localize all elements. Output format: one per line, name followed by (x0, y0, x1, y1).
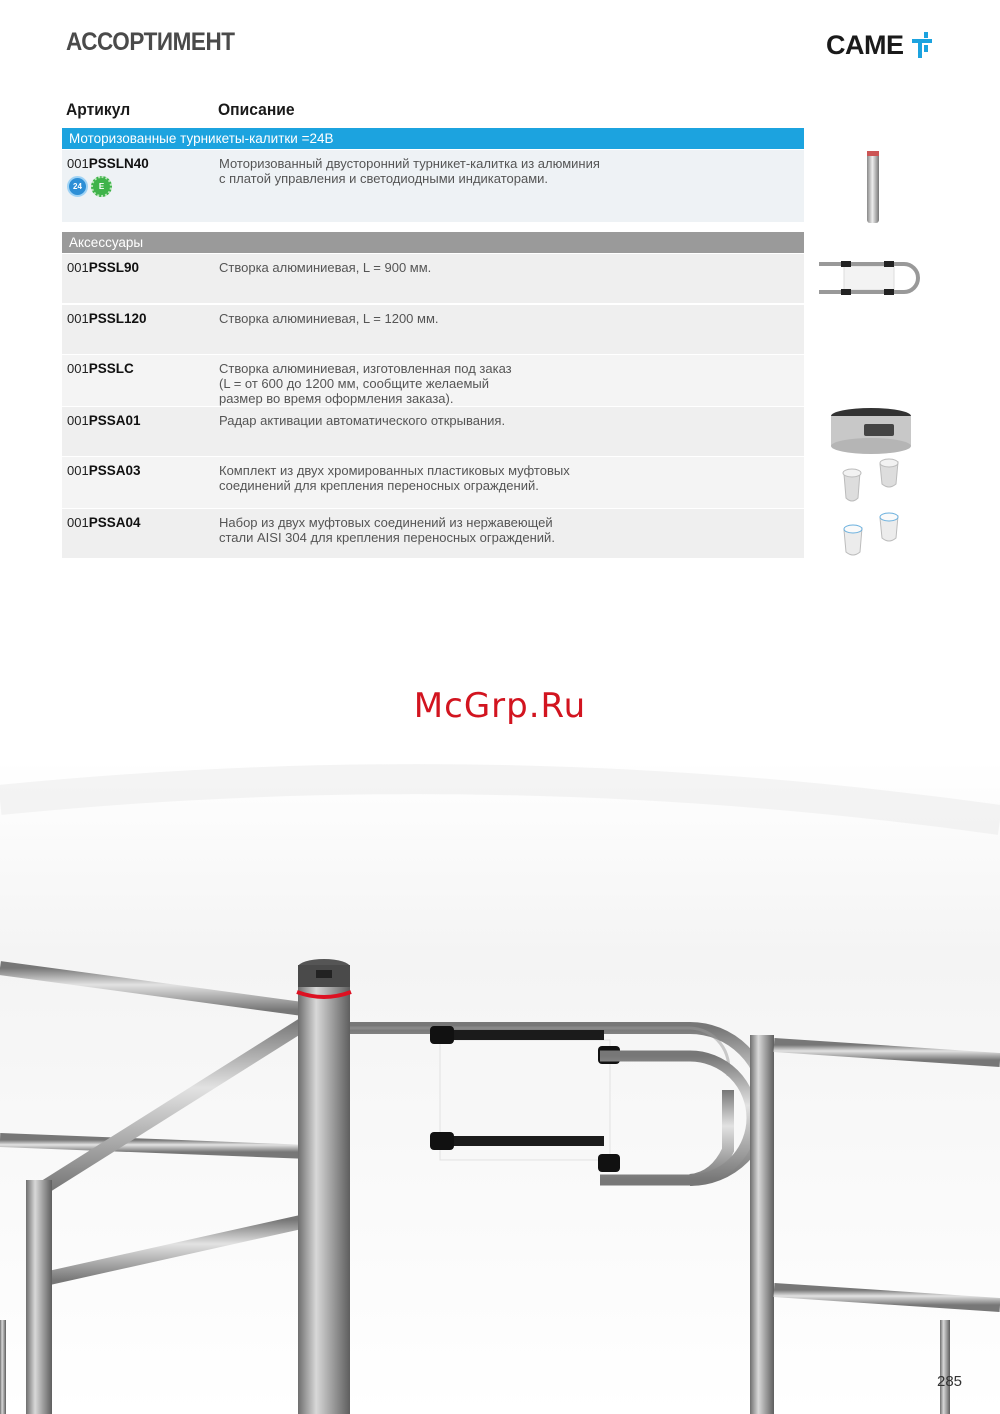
article-code: 001PSSL90 (67, 260, 139, 275)
radar-sensor-image (828, 406, 914, 456)
brand-mark-icon (910, 32, 934, 60)
article-code: 001PSSA03 (67, 463, 141, 478)
page-title: АССОРТИМЕНТ (66, 28, 235, 56)
article-code: 001PSSL120 (67, 311, 147, 326)
article-code: 001PSSLN40 (67, 156, 149, 171)
accessory-row (62, 457, 804, 508)
column-header-article: Артикул (66, 100, 131, 119)
page-number: 285 (937, 1373, 963, 1390)
section-header-motorized: Моторизованные турникеты-калитки =24В (62, 128, 804, 149)
accessory-row (62, 254, 804, 303)
steel-coupling-image (836, 510, 906, 558)
energy-saving-badge-icon: E (91, 176, 112, 197)
brand-logo (826, 30, 934, 61)
accessory-description: Комплект из двух хромированных пластиковых муфтовых соединений для крепления переносных ограждений. (219, 463, 570, 493)
watermark: McGrp.Ru (413, 686, 587, 726)
accessory-description: Радар активации автоматического открывания. (219, 413, 506, 428)
product-row (62, 150, 804, 222)
column-header-description: Описание (218, 100, 295, 119)
brand-name: CAME (826, 30, 904, 60)
article-code: 001PSSA04 (67, 515, 141, 530)
accessory-row (62, 305, 804, 354)
accessory-description: Створка алюминиевая, L = 900 мм. (219, 260, 432, 275)
turnstile-scene-image (0, 760, 1000, 1414)
accessory-description: Створка алюминиевая, изготовленная под заказ (L = от 600 до 1200 мм, сообщите желаемый размер во время оформления заказа). (219, 361, 512, 406)
article-code: 001PSSA01 (67, 413, 141, 428)
product-description: Моторизованный двусторонний турникет-калитка из алюминия с платой управления и светодиодными индикаторами. (219, 156, 600, 186)
article-code: 001PSSLC (67, 361, 134, 376)
accessory-description: Набор из двух муфтовых соединений из нержавеющей стали AISI 304 для крепления переносных ограждений. (219, 515, 555, 545)
badges (67, 176, 112, 197)
section-header-accessories: Аксессуары (62, 232, 804, 253)
accessory-row (62, 509, 804, 558)
turnstile-post-image (858, 148, 888, 226)
voltage-24-badge-icon: 24 (67, 176, 88, 197)
chrome-coupling-image (836, 458, 906, 506)
accessory-description: Створка алюминиевая, L = 1200 мм. (219, 311, 439, 326)
accessory-row (62, 355, 804, 406)
accessory-row (62, 407, 804, 456)
aluminium-leaf-image (816, 256, 926, 302)
